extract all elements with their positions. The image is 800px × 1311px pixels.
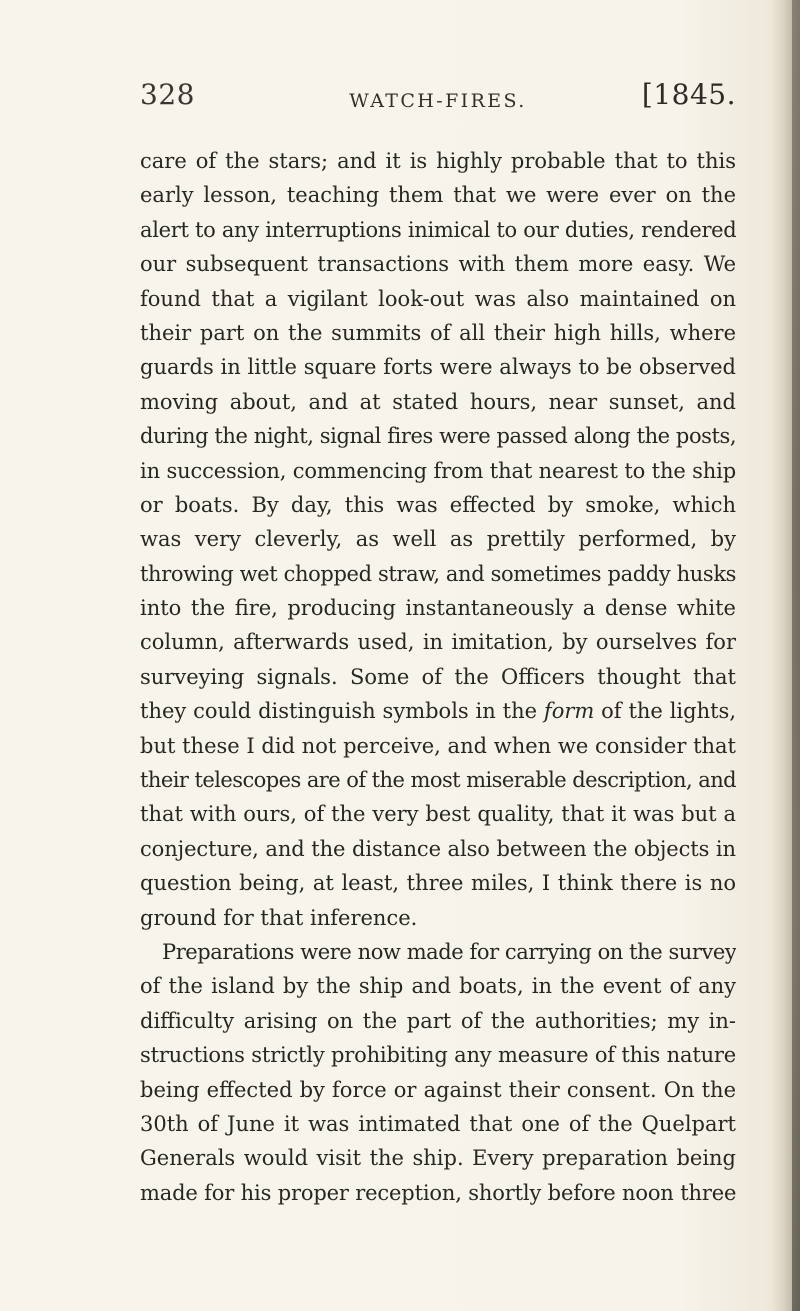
line-segment: of the lights, xyxy=(594,699,736,724)
text-line: 30th of June it was intimated that one of the Quelpart xyxy=(140,1111,736,1136)
text-line: our subsequent transactions with them more easy. We xyxy=(140,252,736,277)
text-line: but these I did not perceive, and when we consider that xyxy=(140,733,736,758)
text-line: structions strictly prohibiting any measure of this nature xyxy=(140,1043,736,1068)
text-line: that with ours, of the very best quality, that it was but a xyxy=(140,802,736,827)
text-line-with-italic xyxy=(140,694,736,728)
text-line: early lesson, teaching them that we were ever on the xyxy=(140,183,736,208)
text-line: conjecture, and the distance also between the objects in xyxy=(140,836,736,861)
text-line: of the island by the ship and boats, in the event of any xyxy=(140,974,736,999)
running-head: WATCH-FIRES. xyxy=(349,90,527,112)
text-line: in succession, commencing from that nearest to the ship xyxy=(140,458,736,483)
text-line: throwing wet chopped straw, and sometimes paddy husks xyxy=(140,561,736,586)
text-line: their telescopes are of the most miserable description, and xyxy=(140,768,736,793)
text-line: guards in little square forts were always to be observed xyxy=(140,355,736,380)
page-header xyxy=(140,78,736,130)
text-line: being effected by force or against their consent. On the xyxy=(140,1077,736,1102)
text-line: difficulty arising on the part of the authorities; my in- xyxy=(140,1008,736,1033)
text-line: alert to any interruptions inimical to our duties, rendered xyxy=(140,217,736,242)
text-line: their part on the summits of all their high hills, where xyxy=(140,320,736,345)
text-line: made for his proper reception, shortly before noon three xyxy=(140,1180,736,1205)
text-line: care of the stars; and it is highly probable that to this xyxy=(140,149,736,173)
line-segment: they could distinguish symbols in the xyxy=(140,699,544,724)
text-line: or boats. By day, this was effected by smoke, which xyxy=(140,492,736,517)
header-year: [1845. xyxy=(641,78,736,111)
body-text xyxy=(140,144,736,1210)
text-line: was very cleverly, as well as prettily performed, by xyxy=(140,527,736,552)
text-line: surveying signals. Some of the Officers thought that xyxy=(140,664,736,689)
text-line: during the night, signal fires were passed along the posts, xyxy=(140,424,736,449)
italic-word: form xyxy=(543,699,595,724)
text-line: question being, at least, three miles, I think there is no xyxy=(140,871,736,896)
text-line: into the fire, producing instantaneously a dense white xyxy=(140,596,736,621)
paragraph-start-line: Preparations were now made for carrying on the survey xyxy=(162,939,736,964)
text-line: column, afterwards used, in imitation, by ourselves for xyxy=(140,630,736,655)
text-line: found that a vigilant look-out was also maintained on xyxy=(140,286,736,311)
text-line: moving about, and at stated hours, near sunset, and xyxy=(140,389,736,414)
paragraph-end-line: ground for that inference. xyxy=(140,905,418,930)
text-line: Generals would visit the ship. Every preparation being xyxy=(140,1146,736,1171)
page-number: 328 xyxy=(140,78,195,111)
page-edge xyxy=(792,0,800,1311)
